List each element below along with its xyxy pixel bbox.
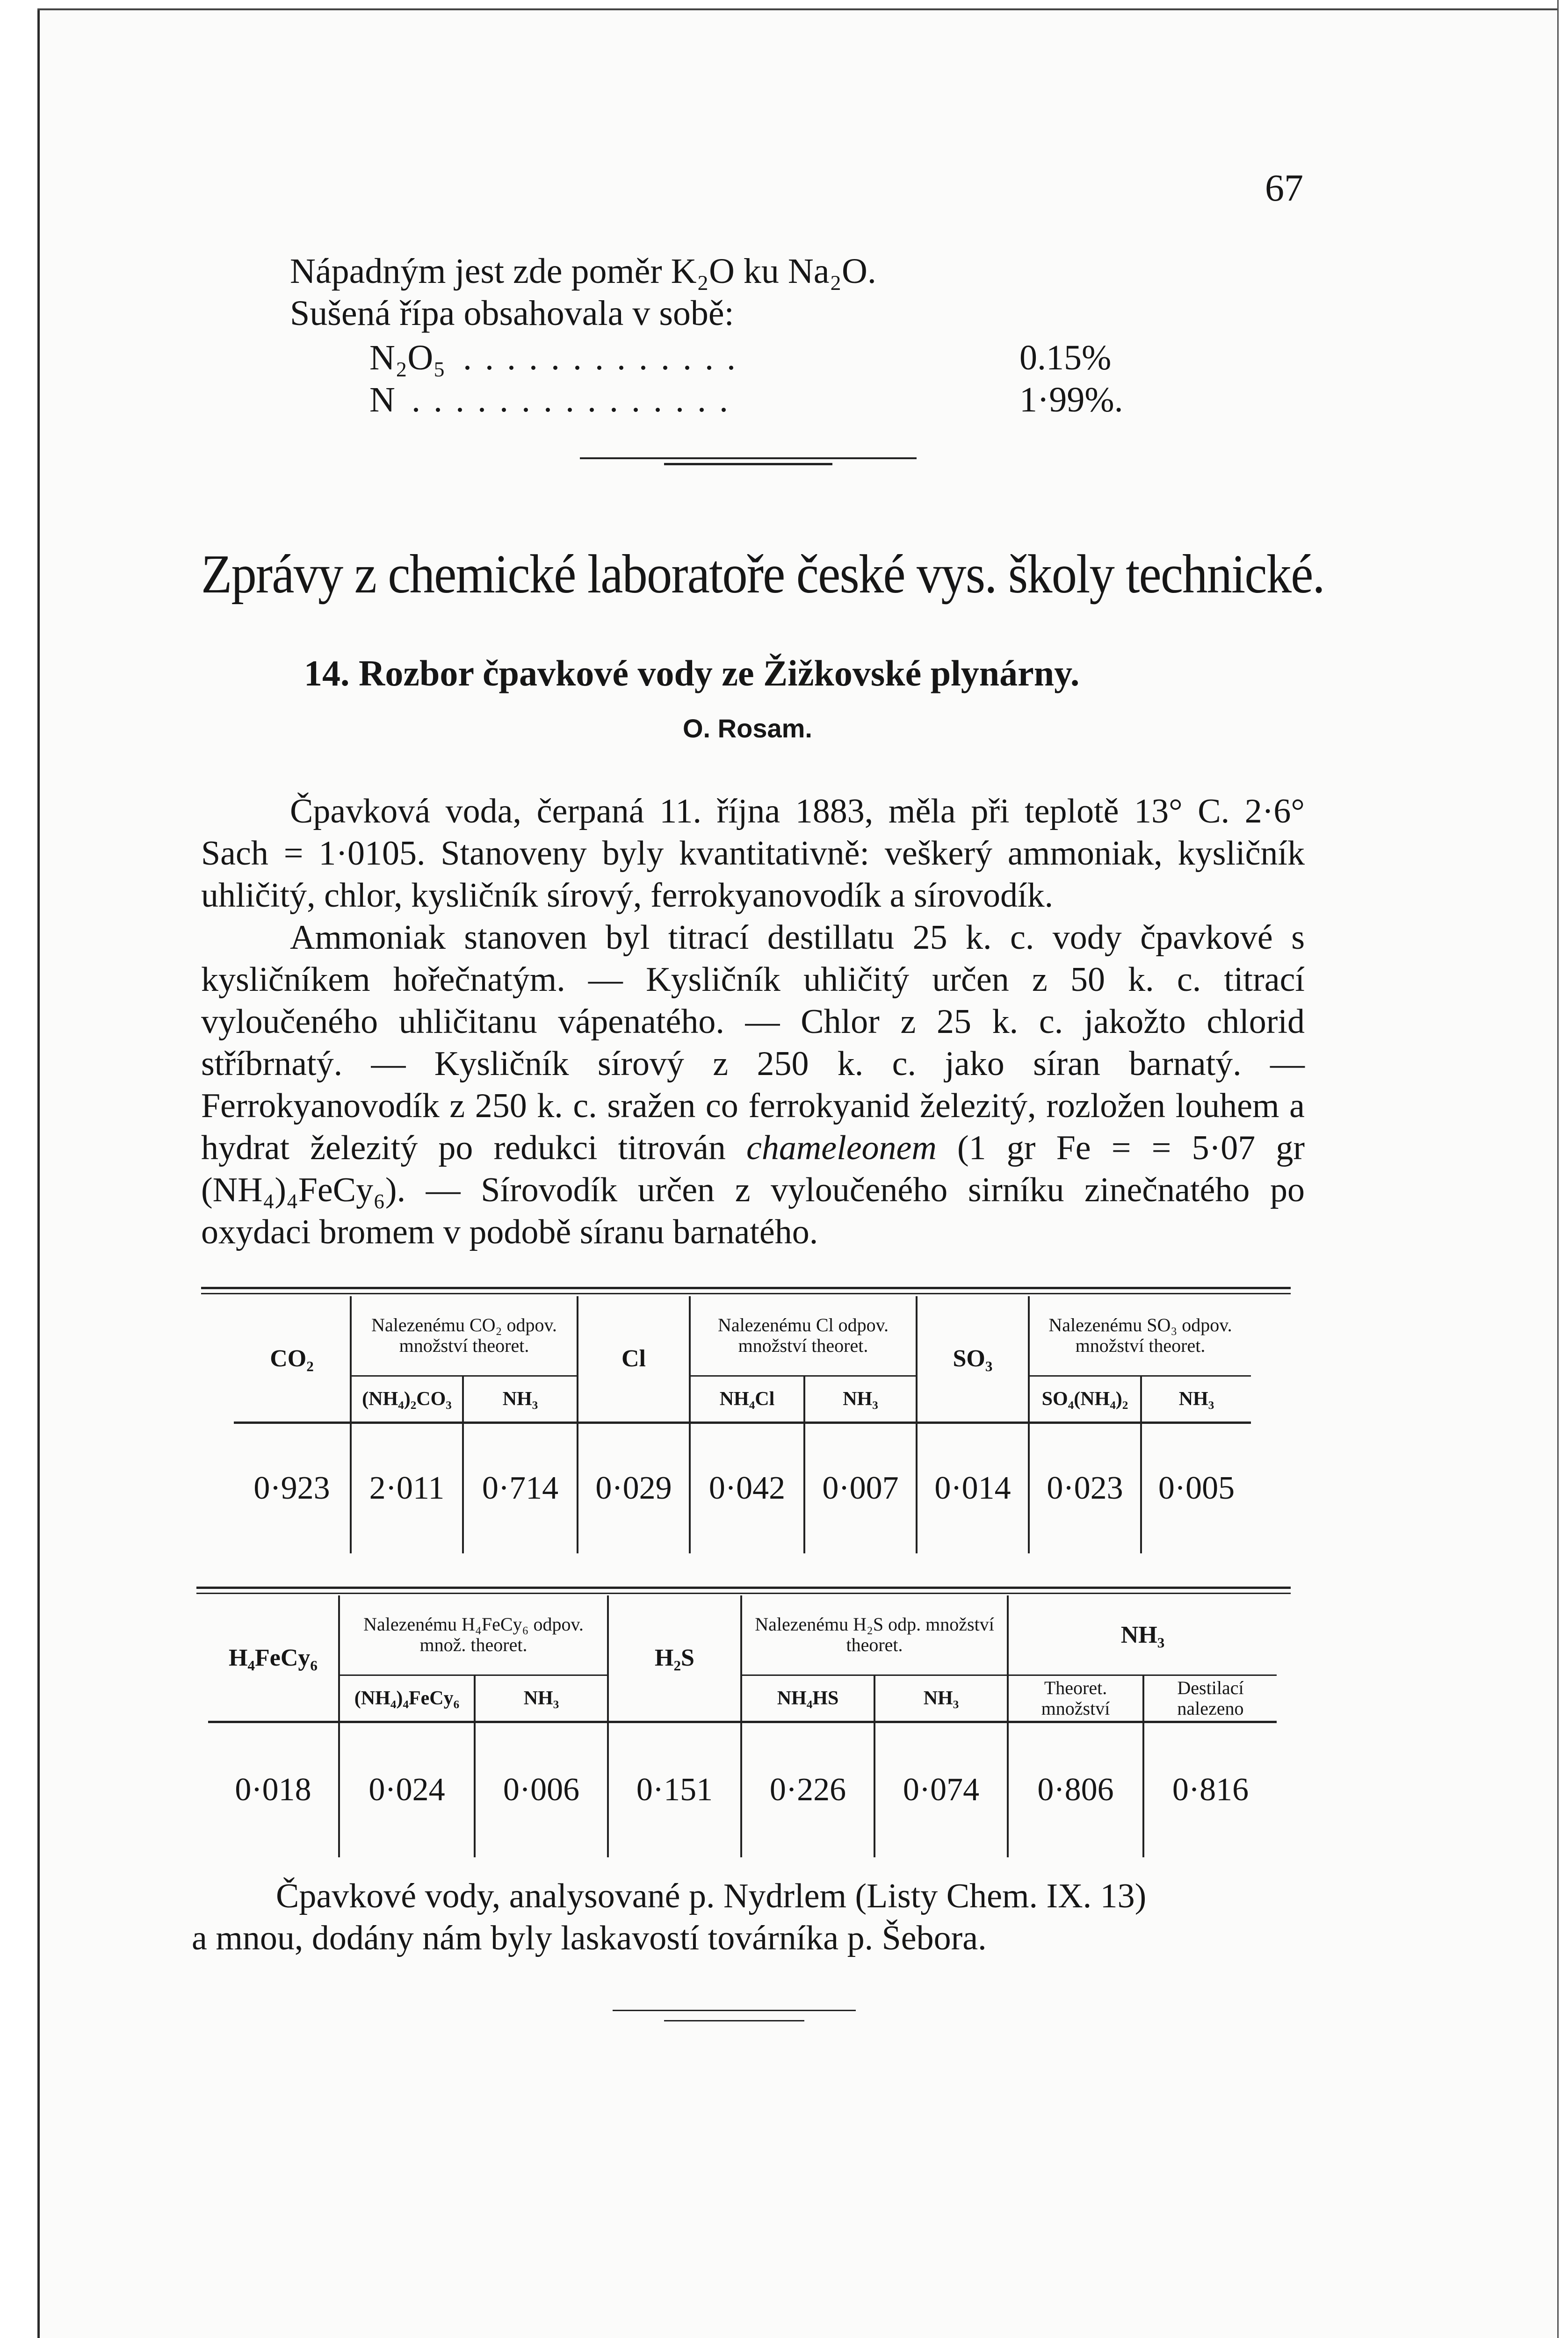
table2-sub-nh3-1: NH₃: [475, 1675, 608, 1722]
intro-row-dots-1: .............: [463, 338, 749, 377]
table1-sub-ammonium-sulfate: SO₄(NH₄)₂: [1029, 1376, 1141, 1422]
table2-sub-nh3-2: NH₃: [874, 1675, 1008, 1722]
table-2: [208, 1595, 1277, 1857]
table2-value-theoretical: 0·806: [1008, 1722, 1143, 1857]
table2-sub-ammonium-ferrocyanide: (NH₄)₄FeCy₆: [339, 1675, 475, 1722]
table2-value-nh3-1: 0·006: [475, 1722, 608, 1857]
table1-top-rule-2: [201, 1293, 1291, 1294]
table2-header-nh3: NH₃: [1008, 1595, 1277, 1675]
table1-header-group-cl: Nalezenému Cl odpov. množství theoret.: [690, 1296, 917, 1376]
table2-header-group-h2s: Nalezenému H₂S odp. množství theoret.: [741, 1595, 1008, 1675]
table1-sub-ammonium-chloride: NH₄Cl: [690, 1376, 804, 1422]
table2-top-rule: [196, 1587, 1291, 1589]
table1-value-ammonium-carbonate: 2·011: [351, 1422, 463, 1553]
body-paragraph-2-text: Ammoniak stanoven byl titrací destillatu 25 k. c. vody čpavkové s kysličníkem hořečnatým. — Kysličník uhličitý určen z 50 k. c. titrací vyloučeného uhličitanu vápenatého. — Chlor z 25 k. c. jakožto chlorid stříbrnatý. — Kysličník sírový z 250 k. c. jako síran barnatý. — Ferrokyanovodík z 250 k. c. sražen co ferrokyanid železitý, rozložen louhem a hydrat železitý po redukci titrován: [201, 918, 1305, 1167]
page-left-edge: [0, 0, 40, 2338]
table2-sub-distilled: Destilací nalezeno: [1143, 1675, 1277, 1722]
table1-sub-nh3-1: NH₃: [463, 1376, 578, 1422]
table1-header-group-so3: Nalezenému SO₃ odpov. množství theoret.: [1029, 1296, 1251, 1376]
table1-value-nh3-3: 0·005: [1141, 1422, 1251, 1553]
table2-value-distilled: 0·816: [1143, 1722, 1277, 1857]
page-top-edge: [37, 0, 1568, 10]
separator-rule: [580, 457, 917, 459]
table1-value-co2: 0·923: [234, 1422, 351, 1553]
table1-value-nh3-2: 0·007: [804, 1422, 917, 1553]
table1-value-so3: 0·014: [917, 1422, 1029, 1553]
table1-sub-nh3-2: NH₃: [804, 1376, 917, 1422]
table2-top-rule-2: [196, 1593, 1291, 1594]
intro-line-1: Nápadným jest zde poměr K₂O ku Na₂O.: [290, 252, 876, 291]
body-italic-word: chameleonem: [746, 1129, 937, 1167]
intro-row-dots-2: ...............: [412, 380, 741, 419]
table1-value-cl: 0·029: [578, 1422, 690, 1553]
separator-rule-thick: [664, 463, 832, 465]
table1-sub-nh3-3: NH₃: [1141, 1376, 1251, 1422]
intro-row-value-1: 0.15%: [1019, 338, 1112, 377]
table2-value-h4fecy6: 0·018: [208, 1722, 339, 1857]
body-paragraph-2-end: (1 gr Fe = = 5·07 gr (NH₄)₄FeCy₆). — Sírovodík určen z vyloučeného sirníku zinečnatého po oxydaci bromem v podobě síranu barnatého.: [201, 1129, 1305, 1251]
table1-header-co2: CO₂: [270, 1345, 314, 1372]
table1-sub-ammonium-carbonate: (NH₄)₂CO₃: [351, 1376, 463, 1422]
table2-value-h2s: 0·151: [608, 1722, 741, 1857]
page-right-edge: [1557, 0, 1568, 2338]
table1-value-ammonium-sulfate: 0·023: [1029, 1422, 1141, 1553]
body-paragraph-2: [201, 916, 1305, 1253]
table1-value-nh3-1: 0·714: [463, 1422, 578, 1553]
table2-value-ammonium-hydrosulfide: 0·226: [741, 1722, 874, 1857]
table2-header-h4fecy6: H₄FeCy₆: [228, 1645, 318, 1672]
closing-rule-2: [664, 2020, 804, 2021]
closing-line-2: a mnou, dodány nám byly laskavostí továrníka p. Šebora.: [192, 1919, 987, 1957]
body-paragraph-1: Čpavková voda, čerpaná 11. října 1883, měla při teplotě 13° C. 2·6° Sach = 1·0105. Stanoveny byly kvantitativně: veškerý ammoniak, kysličník uhličitý, chlor, kysličník sírový, ferrokyanovodík a sírovodík.: [201, 792, 1305, 915]
article-author: O. Rosam.: [683, 714, 812, 743]
page-number: 67: [1265, 166, 1303, 209]
table2-header-group-h4fecy6: Nalezenému H₄FeCy₆ odpov. množ. theoret.: [339, 1595, 608, 1675]
table2-sub-ammonium-hydrosulfide: NH₄HS: [741, 1675, 874, 1722]
table1-header-group-co2: Nalezenému CO₂ odpov. množství theoret.: [351, 1296, 578, 1376]
table2-value-nh3-2: 0·074: [874, 1722, 1008, 1857]
intro-row-label-1: N₂O₅: [369, 338, 446, 377]
table1-header-cl: Cl: [578, 1296, 690, 1422]
closing-rule: [613, 2010, 856, 2011]
table1-top-rule: [201, 1287, 1291, 1289]
intro-row-label-2: N: [369, 380, 395, 419]
table2-value-ammonium-ferrocyanide: 0·024: [339, 1722, 475, 1857]
closing-line-1: Čpavkové vody, analysované p. Nydrlem (Listy Chem. IX. 13): [276, 1877, 1147, 1915]
table1-value-ammonium-chloride: 0·042: [690, 1422, 804, 1553]
table-1: [234, 1296, 1251, 1553]
table2-header-h2s: H₂S: [608, 1595, 741, 1722]
article-body: [201, 790, 1305, 1253]
intro-row-value-2: 1·99%.: [1019, 380, 1123, 419]
table2-sub-theoretical: Theoret. množství: [1008, 1675, 1143, 1722]
article-title: 14. Rozbor čpavkové vody ze Žižkovské plynárny.: [304, 653, 1080, 693]
intro-line-2: Sušená řípa obsahovala v sobě:: [290, 294, 734, 333]
section-heading: Zprávy z chemické laboratoře české vys. školy technické.: [201, 543, 1324, 605]
table1-header-so3: SO₃: [917, 1296, 1029, 1422]
